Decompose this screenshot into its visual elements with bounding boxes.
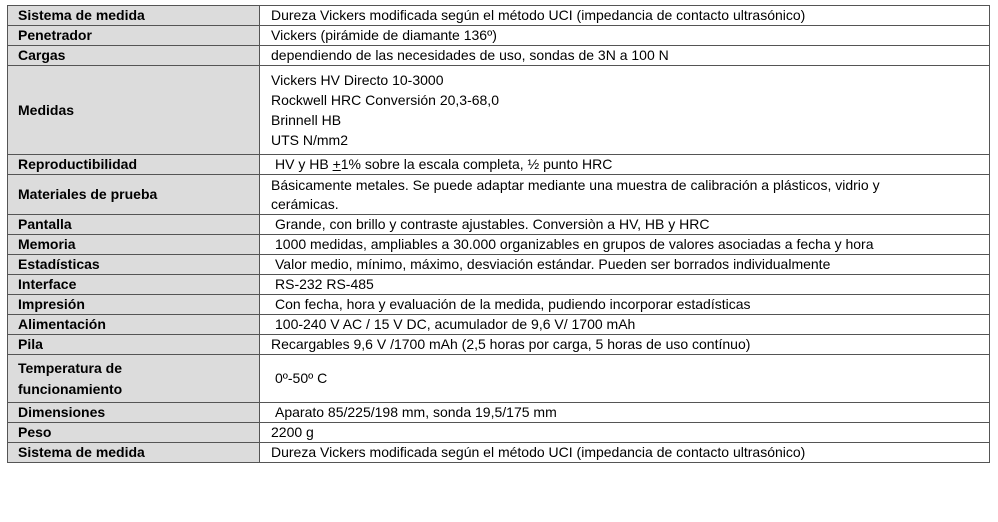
row-label: Peso [8,423,260,443]
row-label: Materiales de prueba [8,175,260,215]
row-value: Vickers HV Directo 10-3000 Rockwell HRC Conversión 20,3-68,0 Brinnell HB UTS N/mm2 [260,66,990,155]
row-label: Pila [8,335,260,355]
table-row [8,295,990,315]
table-row [8,423,990,443]
row-label: Memoria [8,235,260,255]
row-value [260,155,990,175]
table-row [8,443,990,463]
row-value: Recargables 9,6 V /1700 mAh (2,5 horas por carga, 5 horas de uso contínuo) [260,335,990,355]
row-label: Impresión [8,295,260,315]
row-value: 0º-50º C [260,355,990,403]
row-value-pre: HV y HB [275,156,333,172]
table-row [8,175,990,215]
table-row [8,355,990,403]
table-row [8,403,990,423]
table-row [8,335,990,355]
table-row [8,315,990,335]
row-value: 100-240 V AC / 15 V DC, acumulador de 9,6 V/ 1700 mAh [260,315,990,335]
row-label: Medidas [8,66,260,155]
table-row [8,46,990,66]
row-label: Dimensiones [8,403,260,423]
row-label: Cargas [8,46,260,66]
table-row [8,155,990,175]
row-value: dependiendo de las necesidades de uso, sondas de 3N a 100 N [260,46,990,66]
row-value: Con fecha, hora y evaluación de la medida, pudiendo incorporar estadísticas [260,295,990,315]
row-label: Penetrador [8,26,260,46]
row-value: Básicamente metales. Se puede adaptar mediante una muestra de calibración a plásticos, vidrio y cerámicas. [260,175,990,215]
row-value: Aparato 85/225/198 mm, sonda 19,5/175 mm [260,403,990,423]
table-row [8,66,990,155]
table-row [8,235,990,255]
row-value: Dureza Vickers modificada según el método UCI (impedancia de contacto ultrasónico) [260,6,990,26]
row-value: 2200 g [260,423,990,443]
table-row [8,26,990,46]
row-label: Temperatura de funcionamiento [8,355,260,403]
row-value: Dureza Vickers modificada según el método UCI (impedancia de contacto ultrasónico) [260,443,990,463]
table-row [8,275,990,295]
table-row [8,6,990,26]
row-value: RS-232 RS-485 [260,275,990,295]
row-label: Pantalla [8,215,260,235]
row-label: Estadísticas [8,255,260,275]
row-value-underline: + [332,156,341,172]
row-label: Alimentación [8,315,260,335]
row-value: Valor medio, mínimo, máximo, desviación estándar. Pueden ser borrados individualmente [260,255,990,275]
row-value: Vickers (pirámide de diamante 136º) [260,26,990,46]
table-row [8,255,990,275]
row-value: 1000 medidas, ampliables a 30.000 organizables en grupos de valores asociadas a fecha y hora [260,235,990,255]
row-label: Sistema de medida [8,443,260,463]
row-value-post: 1% sobre la escala completa, ½ punto HRC [340,156,613,172]
row-label: Reproductibilidad [8,155,260,175]
row-value: Grande, con brillo y contraste ajustables. Conversiòn a HV, HB y HRC [260,215,990,235]
spec-table [7,5,990,463]
row-label: Interface [8,275,260,295]
row-label: Sistema de medida [8,6,260,26]
table-row [8,215,990,235]
